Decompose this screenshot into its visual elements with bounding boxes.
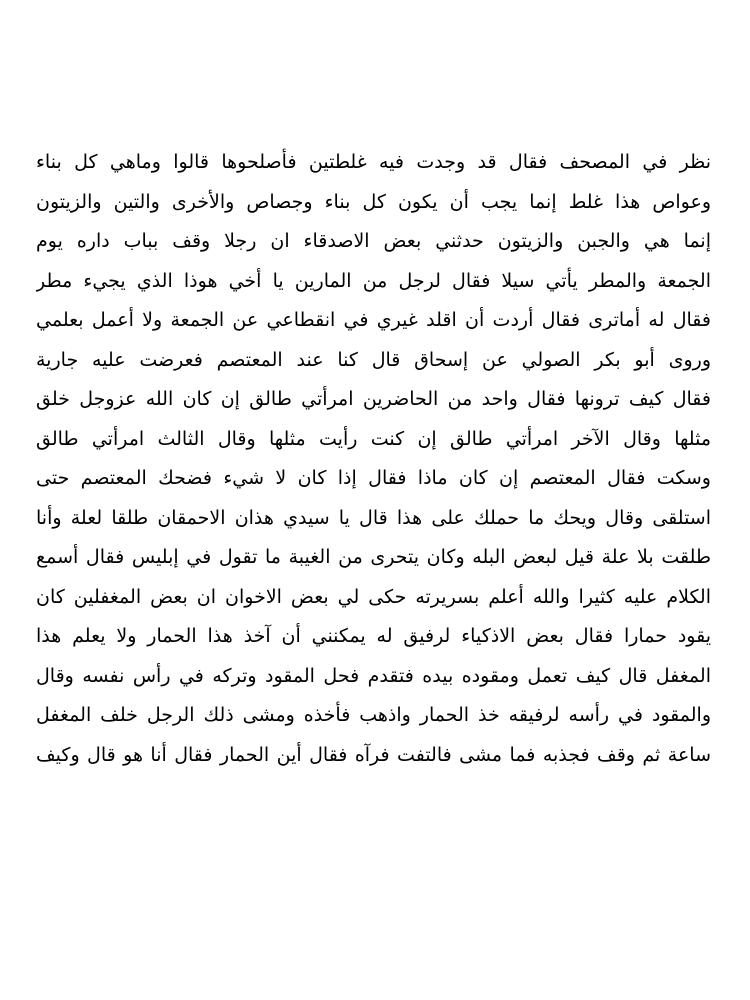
text-line: استلقى وقال ويحك ما حملك على هذا قال يا سيدي هذان الاحمقان طلقا لعلة وأنا [36,506,711,529]
text-line: يقود حمارا فقال بعض الاذكياء لرفيق له يمكنني أن آخذ هذا الحمار ولا يعلم هذا [36,625,711,647]
text-line: مثلها وقال الآخر امرأتي طالق إن كنت رأيت مثلها وقال الثالث امرأتي طالق [36,427,711,450]
text-line: فقال كيف ترونها فقال واحد من الحاضرين امرأتي طالق إن كان الله عزوجل خلق [36,388,711,410]
text-line: والمقود في رأسه لرفيقه خذ الحمار واذهب فأخذه ومشى ذلك الرجل خلف المغفل [36,704,711,726]
text-line: نظر في المصحف فقال قد وجدت فيه غلطتين فأصلحوها قالوا وماهي كل بناء [36,151,711,173]
text-line: طلقت بلا علة قيل لبعض البله وكان يتحرى من الغيبة ما تقول في إبليس فقال أسمع [36,546,711,568]
text-line: فقال له أماترى فقال أردت أن اقلد غيري في انقطاعي عن الجمعة ولا أعمل بعلمي [36,309,711,331]
text-line: وروى أبو بكر الصولي عن إسحاق قال كنا عند المعتصم فعرضت عليه جارية [36,348,711,371]
arabic-text-body [36,143,711,775]
text-line: ساعة ثم وقف فجذبه فما مشى فالتفت فرآه فقال أين الحمار فقال أنا هو قال وكيف [36,743,711,766]
text-line: الكلام عليه كثيرا والله أعلم بسريرته حكى لي بعض الاخوان ان بعض المغفلين كان [36,585,711,608]
text-line: المغفل قال كيف تعمل ومقوده بيده فتقدم فحل المقود وتركه في رأس نفسه وقال [36,664,711,687]
text-line: وسكت فقال المعتصم إن كان ماذا فقال إذا كان لا شيء فضحك المعتصم حتى [36,467,711,489]
text-line: إنما هي والجبن والزيتون حدثني بعض الاصدقاء ان رجلا وقف بباب داره يوم [36,230,711,252]
text-line: وعواص هذا غلط إنما يجب أن يكون كل بناء وجصاص والأخرى والتين والزيتون [36,190,711,213]
text-line: الجمعة والمطر يأتي سيلا فقال لرجل من المارين يا أخي هوذا الذي يجيء مطر [36,269,711,292]
